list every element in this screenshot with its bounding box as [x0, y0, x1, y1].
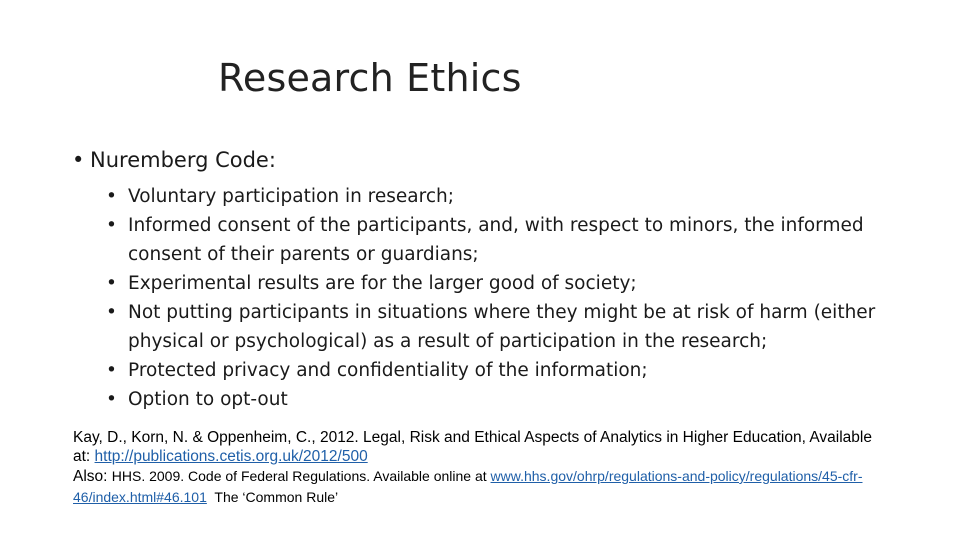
- reference-kay-link[interactable]: http://publications.cetis.org.uk/2012/500: [94, 448, 368, 465]
- reference-hhs-link[interactable]: www.hhs.gov/ohrp/regulations-and-policy/regulations/45-cfr-46/index.html#46.101: [73, 468, 863, 505]
- references: [73, 428, 873, 508]
- sub-bullet-item: [104, 182, 884, 211]
- sub-bullet-text: Protected privacy and confidentiality of the information;: [128, 360, 648, 381]
- slide-title: Research Ethics: [218, 56, 522, 100]
- sub-bullet-item: [104, 269, 884, 298]
- bullet-icon: •: [106, 360, 117, 381]
- sub-bullet-item: [104, 356, 884, 385]
- sub-bullet-item: [104, 298, 884, 356]
- bullet-icon: •: [106, 273, 117, 294]
- sub-bullet-text: Option to opt-out: [128, 389, 288, 410]
- reference-kay-text: Kay, D., Korn, N. & Oppenheim, C., 2012. Legal, Risk and Ethical Aspects of Analytics in Higher Education, Available at:: [73, 429, 872, 465]
- sub-bullet-list: [104, 182, 884, 414]
- bullet-icon: •: [106, 215, 117, 236]
- reference-hhs: [73, 466, 873, 508]
- main-bullet: [72, 148, 276, 172]
- reference-also-label: Also:: [73, 468, 112, 485]
- main-bullet-text: Nuremberg Code:: [90, 148, 276, 172]
- bullet-icon: •: [72, 148, 85, 172]
- sub-bullet-text: Informed consent of the participants, and, with respect to minors, the informed consent of their parents or guardians;: [128, 215, 864, 265]
- sub-bullet-item: [104, 211, 884, 269]
- sub-bullet-text: Voluntary participation in research;: [128, 186, 454, 207]
- bullet-icon: •: [106, 302, 117, 323]
- sub-bullet-text: Experimental results are for the larger good of society;: [128, 273, 637, 294]
- bullet-icon: •: [106, 389, 117, 410]
- reference-hhs-suffix: The ‘Common Rule’: [206, 489, 339, 505]
- reference-kay: [73, 428, 873, 466]
- bullet-icon: •: [106, 186, 117, 207]
- sub-bullet-text: Not putting participants in situations where they might be at risk of harm (either physical or psychological) as a result of participation in the research;: [128, 302, 876, 352]
- sub-bullet-item: [104, 385, 884, 414]
- reference-hhs-text: HHS. 2009. Code of Federal Regulations. Available online at: [111, 468, 491, 484]
